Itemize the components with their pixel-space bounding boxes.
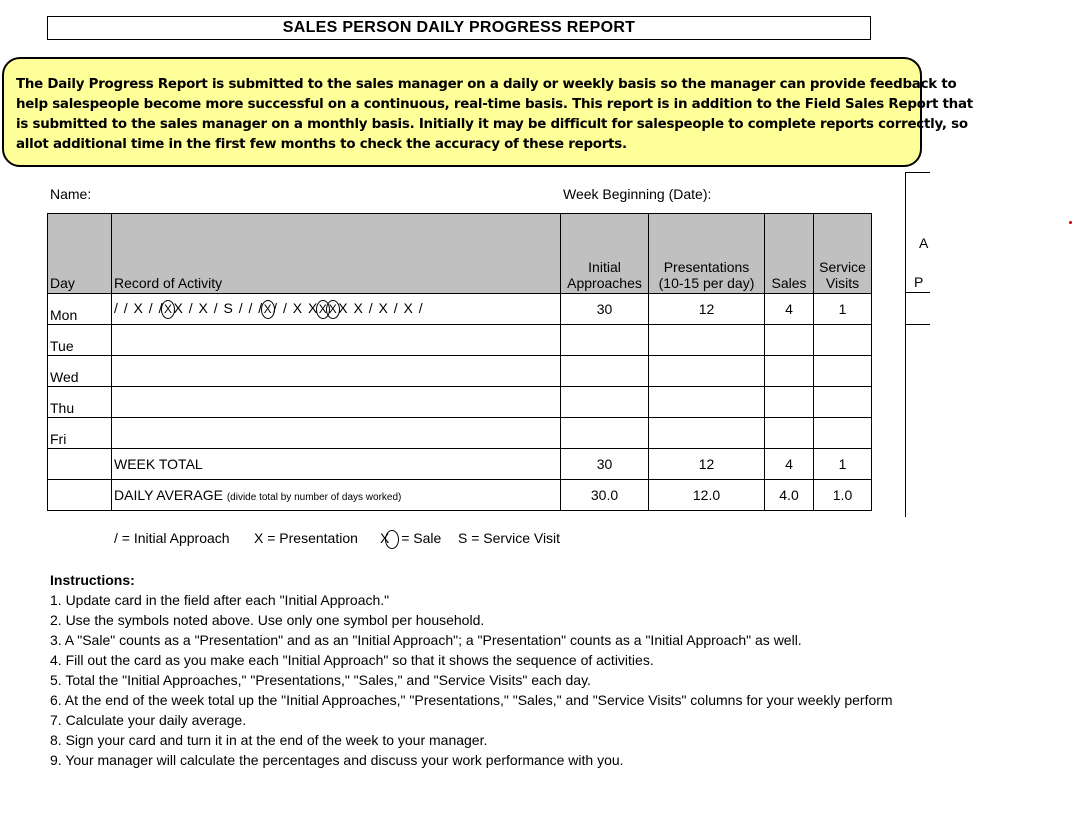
week-total-label: WEEK TOTAL — [112, 449, 561, 480]
average-presentations: 12.0 — [649, 480, 765, 511]
day-cell: Mon — [48, 294, 112, 325]
table-row — [48, 325, 872, 356]
clipped-header-top: A — [919, 235, 929, 251]
presentations-cell[interactable] — [649, 356, 765, 387]
record-cell[interactable] — [112, 356, 561, 387]
legend-sale: X = Sale — [380, 530, 441, 549]
total-sales: 4 — [765, 449, 814, 480]
average-visits: 1.0 — [814, 480, 872, 511]
header-day: Day — [48, 214, 112, 294]
note-line: The Daily Progress Report is submitted to the sales manager on a daily or weekly basis so the manager can provide feedback to — [16, 77, 957, 92]
note-line: help salespeople become more successful on a continuous, real-time basis. This report is in addition to the Field Sales Report that — [16, 97, 973, 112]
note-line: is submitted to the sales manager on a monthly basis. Initially it may be difficult for salespeople to complete reports correctly, so — [16, 117, 968, 132]
average-approaches: 30.0 — [561, 480, 649, 511]
instruction-item: 6. At the end of the week total up the "Initial Approaches," "Presentations," "Sales," and "Service Visits" columns for your weekly perform — [50, 692, 893, 708]
instruction-item: 7. Calculate your daily average. — [50, 712, 247, 728]
clipped-header-bottom: P — [914, 274, 924, 290]
header-presentations: Presentations (10-15 per day) — [649, 214, 765, 294]
instruction-item: 8. Sign your card and turn it in at the end of the week to your manager. — [50, 732, 488, 748]
presentations-cell[interactable] — [649, 387, 765, 418]
average-sales: 4.0 — [765, 480, 814, 511]
sales-cell[interactable]: 4 — [765, 294, 814, 325]
daily-average-row — [48, 480, 872, 511]
visits-cell[interactable] — [814, 356, 872, 387]
presentations-cell[interactable] — [649, 418, 765, 449]
empty-cell — [48, 480, 112, 511]
table-row — [48, 387, 872, 418]
header-sales: Sales — [765, 214, 814, 294]
note-line: allot additional time in the first few months to check the accuracy of these reports. — [16, 137, 627, 152]
approaches-cell[interactable] — [561, 418, 649, 449]
presentations-cell[interactable] — [649, 325, 765, 356]
day-cell: Fri — [48, 418, 112, 449]
table-header-row — [48, 214, 872, 294]
activity-table — [47, 213, 872, 511]
record-cell[interactable] — [112, 294, 561, 325]
approaches-cell[interactable]: 30 — [561, 294, 649, 325]
instruction-item: 4. Fill out the card as you make each "Initial Approach" so that it shows the sequence of activities. — [50, 652, 654, 668]
instructions-heading: Instructions: — [50, 572, 135, 588]
legend-approach: / = Initial Approach — [114, 530, 230, 546]
total-visits: 1 — [814, 449, 872, 480]
info-note — [2, 57, 973, 167]
visits-cell[interactable] — [814, 325, 872, 356]
presentations-cell[interactable]: 12 — [649, 294, 765, 325]
header-approaches: Initial Approaches — [561, 214, 649, 294]
week-total-row — [48, 449, 872, 480]
average-note: (divide total by number of days worked) — [226, 492, 402, 503]
approaches-cell[interactable] — [561, 325, 649, 356]
instructions — [50, 570, 930, 770]
empty-cell — [48, 449, 112, 480]
activity-marks: / / X / /XX / X / S / / /X/ / X XXXX X / X / X / — [114, 300, 424, 316]
header-record: Record of Activity — [112, 214, 561, 294]
table-row — [48, 418, 872, 449]
instruction-item: 2. Use the symbols noted above. Use only one symbol per household. — [50, 612, 485, 628]
day-cell: Wed — [48, 356, 112, 387]
instruction-item: 5. Total the "Initial Approaches," "Presentations," "Sales," and "Service Visits" each day. — [50, 672, 591, 688]
red-dot-marker — [1069, 221, 1072, 224]
record-cell[interactable] — [112, 418, 561, 449]
instruction-item: 1. Update card in the field after each "Initial Approach." — [50, 592, 390, 608]
week-beginning-label: Week Beginning (Date): — [563, 186, 712, 202]
visits-cell[interactable]: 1 — [814, 294, 872, 325]
visits-cell[interactable] — [814, 418, 872, 449]
instruction-item: 9. Your manager will calculate the percentages and discuss your work performance with you. — [50, 752, 624, 768]
total-presentations: 12 — [649, 449, 765, 480]
day-cell: Thu — [48, 387, 112, 418]
total-approaches: 30 — [561, 449, 649, 480]
header-visits: Service Visits — [814, 214, 872, 294]
record-cell[interactable] — [112, 325, 561, 356]
sales-cell[interactable] — [765, 418, 814, 449]
clipped-column — [905, 172, 930, 517]
sale-circle-icon — [385, 530, 399, 549]
approaches-cell[interactable] — [561, 356, 649, 387]
day-cell: Tue — [48, 325, 112, 356]
sales-cell[interactable] — [765, 325, 814, 356]
table-row — [48, 294, 872, 325]
report-title: SALES PERSON DAILY PROGRESS REPORT — [47, 16, 871, 40]
record-cell[interactable] — [112, 387, 561, 418]
visits-cell[interactable] — [814, 387, 872, 418]
name-label: Name: — [50, 186, 92, 202]
legend-presentation: X = Presentation — [254, 530, 358, 546]
sales-cell[interactable] — [765, 387, 814, 418]
approaches-cell[interactable] — [561, 387, 649, 418]
instruction-item: 3. A "Sale" counts as a "Presentation" and as an "Initial Approach"; a "Presentation" counts as a "Initial Approach" as well. — [50, 632, 802, 648]
daily-average-label: DAILY AVERAGE (divide total by number of days worked) — [112, 480, 561, 511]
sales-cell[interactable] — [765, 356, 814, 387]
legend-visit: S = Service Visit — [458, 530, 561, 546]
table-row — [48, 356, 872, 387]
